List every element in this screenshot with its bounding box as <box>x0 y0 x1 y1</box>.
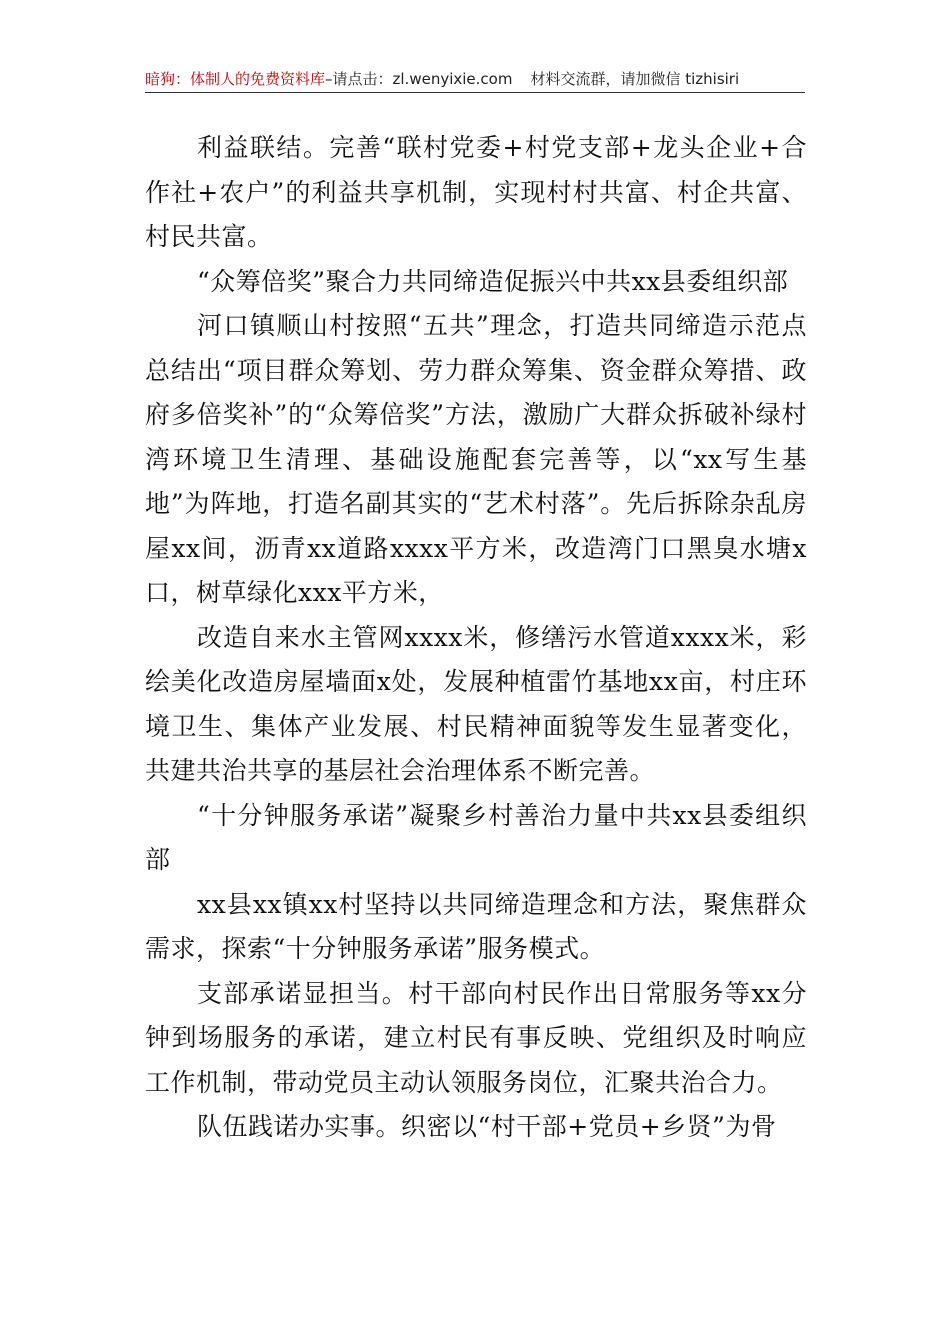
header-divider <box>145 92 805 93</box>
paragraph-hekou-town: 河口镇顺山村按照“五共”理念，打造共同缔造示范点总结出“项目群众筹划、劳力群众筹集、资金群众筹措、政府多倍奖补”的“众筹倍奖”方法，激励广大群众拆破补绿村湾环境卫生清理、基础设施配套完善等，以“xx写生基地”为阵地，打造名副其实的“艺术村落”。先后拆除杂乱房屋xx间，沥青xx道路xxxx平方米，改造湾门口黑臭水塘x口，树草绿化xxx平方米， <box>145 311 807 607</box>
paragraph-water-renovation: 改造自来水主管网xxxx米，修缮污水管道xxxx米，彩绘美化改造房屋墙面x处，发展种植雷竹基地xx亩，村庄环境卫生、集体产业发展、村民精神面貌等发生显著变化，共建共治共享的基层社会治理体系不断完善。 <box>145 622 807 785</box>
paragraph-interest-link: 利益联结。完善“联村党委+村党支部+龙头企业+合作社+农户”的利益共享机制，实现村村共富、村企共富、村民共富。 <box>145 133 807 251</box>
document-body <box>145 126 807 1150</box>
section-heading-crowdfunding: “众筹倍奖”聚合力共同缔造促振兴中共xx县委组织部 <box>197 266 789 296</box>
paragraph-service-model: xx县xx镇xx村坚持以共同缔造理念和方法，聚焦群众需求，探索“十分钟服务承诺”服务模式。 <box>145 889 807 963</box>
paragraph-team-practice: 队伍践诺办实事。织密以“村干部+党员+乡贤”为骨 <box>197 1112 777 1141</box>
header-contact: 材料交流群，请加微信 tizhisiri <box>530 70 740 88</box>
paragraph-branch-commitment: 支部承诺显担当。村干部向村民作出日常服务等xx分钟到场服务的承诺，建立村民有事反映、党组织及时响应工作机制，带动党员主动认领服务岗位，汇聚共治合力。 <box>145 978 807 1097</box>
header-link[interactable]: –请点击：zl.wenyixie.com <box>325 70 513 88</box>
header-brand: 暗狗：体制人的免费资料库 <box>145 70 326 88</box>
page-header <box>145 68 805 89</box>
section-heading-ten-minute-service: “十分钟服务承诺”凝聚乡村善治力量中共xx县委组织部 <box>145 800 807 874</box>
